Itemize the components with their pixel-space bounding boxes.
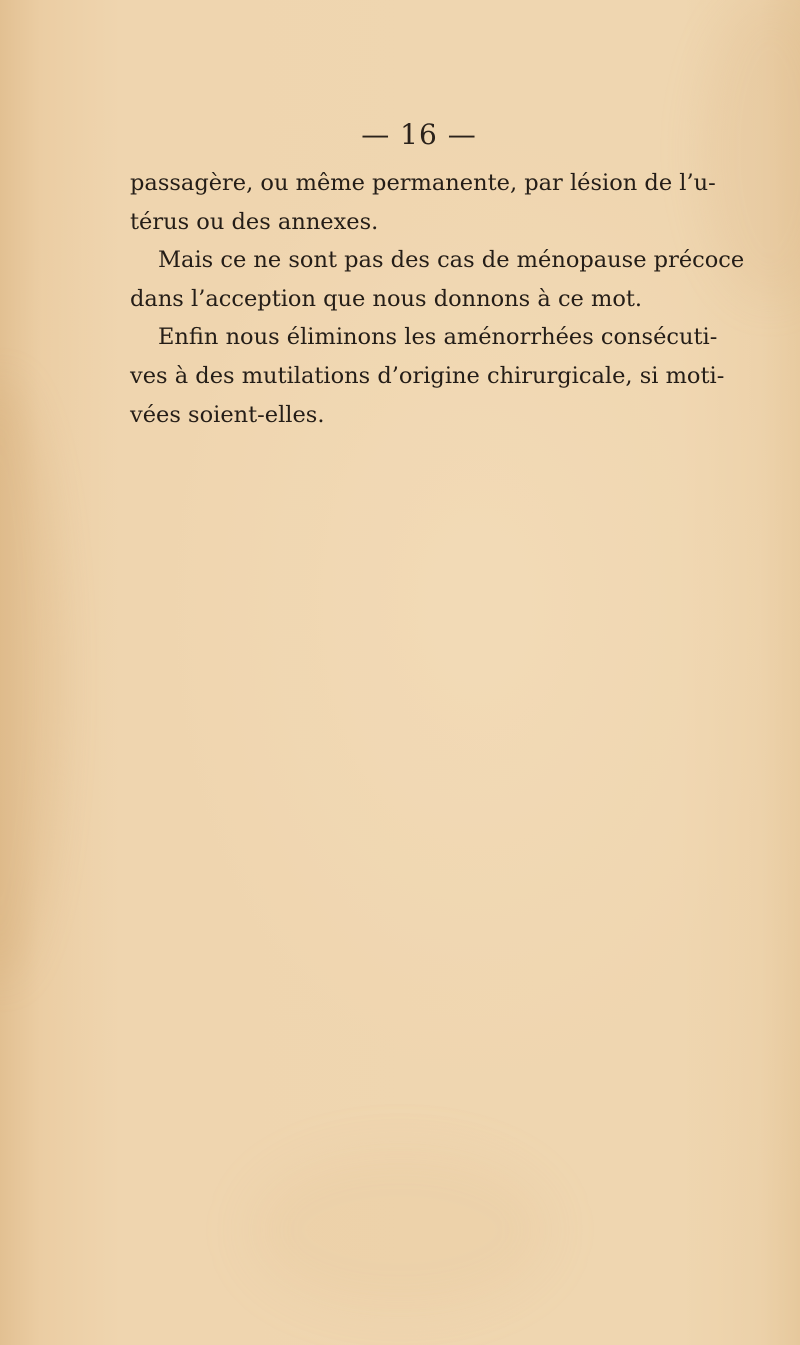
- text-line: térus ou des annexes.: [130, 208, 379, 235]
- text-line: Mais ce ne sont pas des cas de ménopause précoce: [158, 247, 745, 274]
- paper-stain: [250, 1150, 550, 1310]
- text-line: passagère, ou même permanente, par lésion de l’u-: [130, 170, 716, 196]
- text-line: vées soient-elles.: [130, 401, 325, 428]
- paper-stain: [0, 380, 60, 980]
- page-number: — 16 —: [361, 118, 477, 151]
- body-text: [130, 164, 745, 434]
- text-line: ves à des mutilations d’origine chirurgicale, si moti-: [130, 362, 725, 389]
- text-line: dans l’acception que nous donnons à ce mot.: [130, 285, 643, 312]
- text-line: Enfin nous éliminons les aménorrhées consécuti-: [158, 324, 718, 351]
